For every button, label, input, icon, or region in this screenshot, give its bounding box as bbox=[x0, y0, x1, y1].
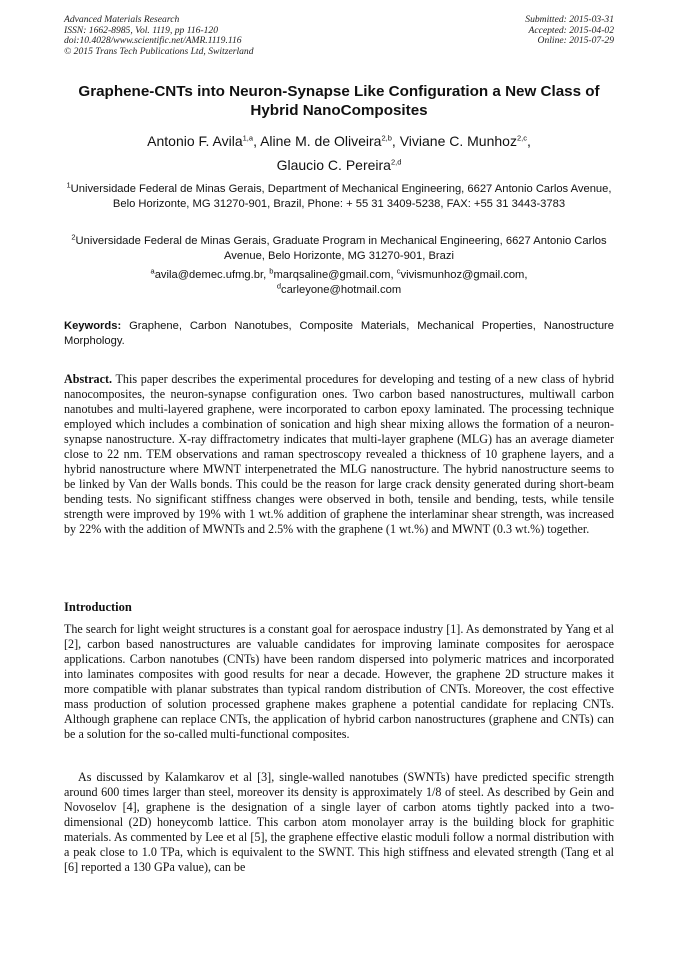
journal-name: Advanced Materials Research bbox=[64, 14, 180, 25]
header-left bbox=[64, 15, 404, 57]
author-sep: , bbox=[526, 133, 531, 149]
section-heading-introduction: Introduction bbox=[64, 600, 132, 614]
email-entry bbox=[276, 281, 402, 296]
keywords bbox=[64, 319, 614, 349]
email-link[interactable]: marqsaline@gmail.com bbox=[273, 269, 391, 281]
email-sep: , bbox=[524, 269, 528, 281]
email-entry bbox=[396, 266, 528, 281]
email-link[interactable]: avila@demec.ufmg.br bbox=[154, 269, 264, 281]
email-sup: a bbox=[150, 266, 155, 276]
author-list bbox=[64, 129, 614, 177]
email-sep: , bbox=[390, 269, 397, 281]
abstract bbox=[64, 372, 614, 537]
author bbox=[400, 133, 531, 149]
copyright: © 2015 Trans Tech Publications Ltd, Switzerland bbox=[64, 45, 254, 57]
author-sup: 2,b bbox=[381, 133, 392, 143]
keywords-label: Keywords: bbox=[64, 320, 122, 332]
email-entry bbox=[269, 266, 397, 281]
author-name: Antonio F. Avila bbox=[147, 133, 243, 149]
affiliation-text: Universidade Federal de Minas Gerais, Department of Mechanical Engineering, 6627 Antonio Carlos Avenue, Belo Horizonte, MG 31270-901, Brazil, Phone: + 55 31 3409-5238, FAX: +55 31 3443-3783 bbox=[70, 183, 612, 210]
keywords-text: Graphene, Carbon Nanotubes, Composite Materials, Mechanical Properties, Nanostructure Morphology. bbox=[64, 320, 614, 347]
author-name: Viviane C. Munhoz bbox=[399, 133, 517, 149]
affiliation-text: Universidade Federal de Minas Gerais, Graduate Program in Mechanical Engineering, 6627 Antonio Carlos Avenue, Belo Horizonte, MG 31270-901, Brazi bbox=[75, 235, 607, 262]
author bbox=[260, 133, 400, 149]
affiliation-sup: 1 bbox=[66, 180, 71, 190]
author-sep: , bbox=[253, 133, 261, 149]
introduction-paragraph-1: The search for light weight structures is a constant goal for aerospace industry [1]. As demonstrated by Yang et al [2], carbon based nanostructures are valuable candidates for improving laminate composites for aerospace applications. Carbon nanotubes (CNTs) have been random dispersed into polymeric matrices and incorporated into laminates composites with good results for near a decade. However, the graphene 2D structure makes it more compatible with planar substrates than typical random distribution of CNTs. Moreover, the cost effective mass production of solution processed graphene makes graphene a potential candidate for replacing CNTs. Although graphene can replace CNTs, the application of hybrid carbon nanostructures (graphene and CNTs) can be a solution for the so-called multi-functional composites. bbox=[64, 622, 614, 741]
paper-title: Graphene-CNTs into Neuron-Synapse Like Configuration a New Class of Hybrid NanoComposites bbox=[78, 83, 600, 119]
email-list bbox=[64, 268, 614, 298]
email-sup: c bbox=[396, 266, 401, 276]
author-sup: 1,a bbox=[242, 133, 254, 143]
author-name: Aline M. de Oliveira bbox=[260, 133, 382, 149]
email-link[interactable]: carleyone@hotmail.com bbox=[280, 284, 402, 296]
author bbox=[147, 133, 260, 149]
email-sup: b bbox=[269, 266, 274, 276]
author-name: Glaucio C. Pereira bbox=[276, 157, 391, 173]
abstract-text: This paper describes the experimental procedures for developing and testing of a new class of hybrid nanocomposites, the neuron-synapse configuration ones. Two carbon based nanostructures, multiwall carbon nanotubes and multi-layered graphene, were incorporated to carbon epoxy laminated. The processing technique employed which includes a combination of sonication and high shear mixing allows the formation of a neuron-synapse nanostructure. X-ray diffractometry indicates that multi-layer graphene (MLG) has an average diameter close to 22 nm. TEM observations and raman spectroscopy revealed a thickness of 10 graphene layers, and a hybrid nanostructure where MWNT interpenetrated the MLG nanostructure. The hybrid nanostructure seems to be linked by Van der Walls bonds. This could be the reason for large crack density generated during short-beam bending tests. No significant stiffness changes were observed in both, tensile and bending, tests, while tensile strength were improved by 19% with 1 wt.% addition of graphene the interlaminar shear strength, was increased by 22% with the addition of MWNTs and 2.5% with the graphene (1 wt.%) and MWNT (0.3 wt.%) together. bbox=[64, 372, 614, 536]
affiliation-1 bbox=[64, 182, 614, 212]
introduction-paragraph-2: As discussed by Kalamkarov et al [3], single-walled nanotubes (SWNTs) have predicted specific strength around 600 times larger than steel, moreover its density is approximately 1/8 of steel. As described by Gein and Novoselov [4], graphene is the designation of a single layer of carbon atoms tightly packed into a two-dimensional (2D) honeycomb lattice. This carbon atom monolayer array is the building block for graphitic materials. As commented by Lee et al [5], the graphene effective elastic moduli follow a normal distribution with a peak close to 1.0 TPa, which is equivalent to the SWNT. This high stiffness and elevated strength (Tang et al [6] reported a 130 GPa value), can be bbox=[64, 770, 614, 874]
online-date: Online: 2015-07-29 bbox=[537, 35, 614, 47]
email-sup: d bbox=[276, 281, 281, 291]
abstract-label: Abstract. bbox=[64, 372, 113, 386]
author-sup: 2,c bbox=[516, 133, 527, 143]
submitted-date: Submitted: 2015-03-31 bbox=[525, 14, 614, 25]
affiliation-sup: 2 bbox=[71, 232, 76, 242]
email-sep: , bbox=[263, 269, 270, 281]
header-right bbox=[414, 15, 614, 47]
email-entry bbox=[150, 266, 270, 281]
issn: ISSN: 1662-8985, Vol. 1119, pp 116-120 bbox=[64, 24, 219, 36]
author-sup: 2,d bbox=[390, 157, 402, 167]
author bbox=[277, 157, 402, 173]
doi: doi:10.4028/www.scientific.net/AMR.1119.116 bbox=[64, 35, 242, 47]
accepted-date: Accepted: 2015-04-02 bbox=[528, 24, 614, 36]
author-sep: , bbox=[391, 133, 400, 149]
affiliation-2 bbox=[64, 234, 614, 264]
email-link[interactable]: vivismunhoz@gmail.com bbox=[400, 269, 525, 281]
